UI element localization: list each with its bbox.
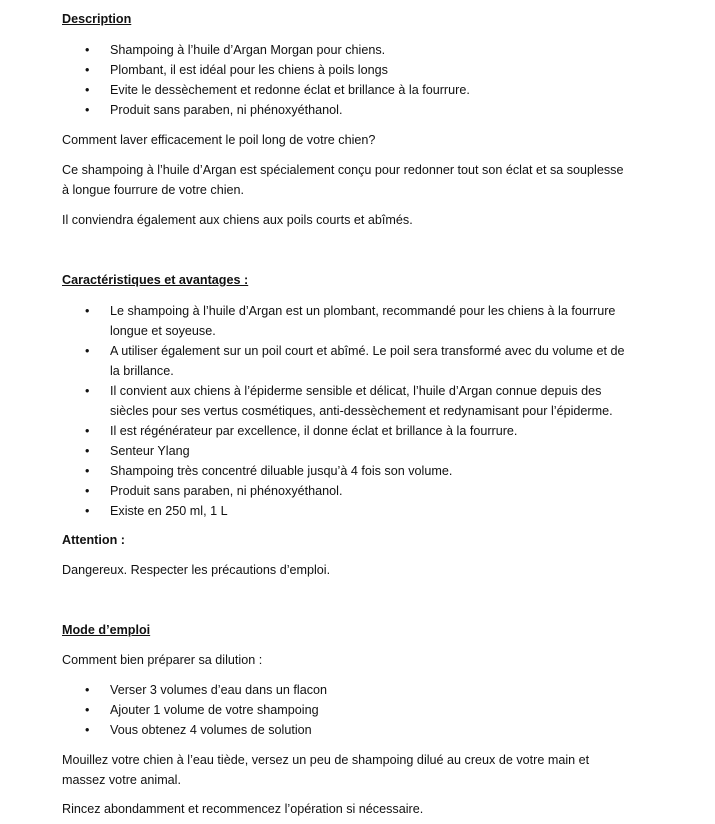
list-item-text: Plombant, il est idéal pour les chiens à poils longs	[110, 63, 388, 77]
bullet-icon: •	[85, 464, 90, 478]
paragraph	[62, 160, 623, 200]
paragraph: Il conviendra également aux chiens aux poils courts et abîmés.	[62, 213, 413, 227]
bullet-icon: •	[85, 344, 90, 358]
usage-list	[62, 680, 327, 740]
list-item	[62, 481, 625, 501]
list-item-line: Le shampoing à l’huile d’Argan est un plombant, recommandé pour les chiens à la fourrure	[110, 304, 616, 318]
paragraph-line: à longue fourrure de votre chien.	[62, 183, 245, 197]
bullet-icon: •	[85, 683, 90, 697]
list-item-text: Evite le dessèchement et redonne éclat et brillance à la fourrure.	[110, 83, 470, 97]
list-item	[62, 60, 470, 80]
paragraph-line: Mouillez votre chien à l’eau tiède, versez un peu de shampoing dilué au creux de votre main et	[62, 753, 590, 767]
list-item-line: Produit sans paraben, ni phénoxyéthanol.	[110, 484, 343, 498]
bullet-icon: •	[85, 103, 90, 117]
list-item-line: Existe en 250 ml, 1 L	[110, 504, 228, 518]
list-item	[62, 441, 625, 461]
bullet-icon: •	[85, 83, 90, 97]
list-item-line: la brillance.	[110, 364, 174, 378]
list-item-text: Ajouter 1 volume de votre shampoing	[110, 703, 319, 717]
bullet-icon: •	[85, 63, 90, 77]
features-heading: Caractéristiques et avantages :	[62, 273, 249, 287]
features-list	[62, 301, 625, 521]
bullet-icon: •	[85, 424, 90, 438]
bullet-icon: •	[85, 723, 90, 737]
bullet-icon: •	[85, 703, 90, 717]
list-item-text: Shampoing à l’huile d’Argan Morgan pour chiens.	[110, 43, 386, 57]
bullet-icon: •	[85, 504, 90, 518]
list-item-line: longue et soyeuse.	[110, 324, 216, 338]
bullet-icon: •	[85, 304, 90, 318]
description-list	[62, 40, 470, 120]
list-item	[62, 421, 625, 441]
list-item	[62, 700, 327, 720]
list-item	[62, 80, 470, 100]
list-item-text: Vous obtenez 4 volumes de solution	[110, 723, 312, 737]
paragraph-line: massez votre animal.	[62, 773, 181, 787]
list-item-text: Verser 3 volumes d’eau dans un flacon	[110, 683, 328, 697]
list-item-line: A utiliser également sur un poil court et abîmé. Le poil sera transformé avec du volume et de	[110, 344, 625, 358]
paragraph: Comment laver efficacement le poil long de votre chien?	[62, 133, 376, 147]
list-item	[62, 40, 470, 60]
list-item-line: Il est régénérateur par excellence, il donne éclat et brillance à la fourrure.	[110, 424, 518, 438]
usage-intro: Comment bien préparer sa dilution :	[62, 653, 263, 667]
description-heading: Description	[62, 12, 132, 26]
list-item	[62, 301, 625, 341]
paragraph: Rincez abondamment et recommencez l’opération si nécessaire.	[62, 802, 424, 816]
list-item	[62, 100, 470, 120]
list-item	[62, 501, 625, 521]
list-item	[62, 720, 327, 740]
paragraph	[62, 750, 589, 790]
bullet-icon: •	[85, 484, 90, 498]
list-item-text: Produit sans paraben, ni phénoxyéthanol.	[110, 103, 343, 117]
list-item	[62, 680, 327, 700]
usage-heading: Mode d’emploi	[62, 623, 151, 637]
list-item-line: Shampoing très concentré diluable jusqu’à 4 fois son volume.	[110, 464, 453, 478]
attention-text: Dangereux. Respecter les précautions d’emploi.	[62, 563, 331, 577]
list-item-line: Il convient aux chiens à l’épiderme sensible et délicat, l’huile d’Argan connue depuis des	[110, 384, 602, 398]
list-item	[62, 461, 625, 481]
list-item-line: siècles pour ses vertus cosmétiques, anti-dessèchement et redynamisant pour l’épiderme.	[110, 404, 613, 418]
bullet-icon: •	[85, 43, 90, 57]
paragraph-line: Ce shampoing à l’huile d’Argan est spécialement conçu pour redonner tout son éclat et sa souplesse	[62, 163, 624, 177]
list-item-line: Senteur Ylang	[110, 444, 190, 458]
list-item	[62, 341, 625, 381]
attention-heading: Attention :	[62, 533, 125, 547]
bullet-icon: •	[85, 384, 90, 398]
bullet-icon: •	[85, 444, 90, 458]
list-item	[62, 381, 625, 421]
